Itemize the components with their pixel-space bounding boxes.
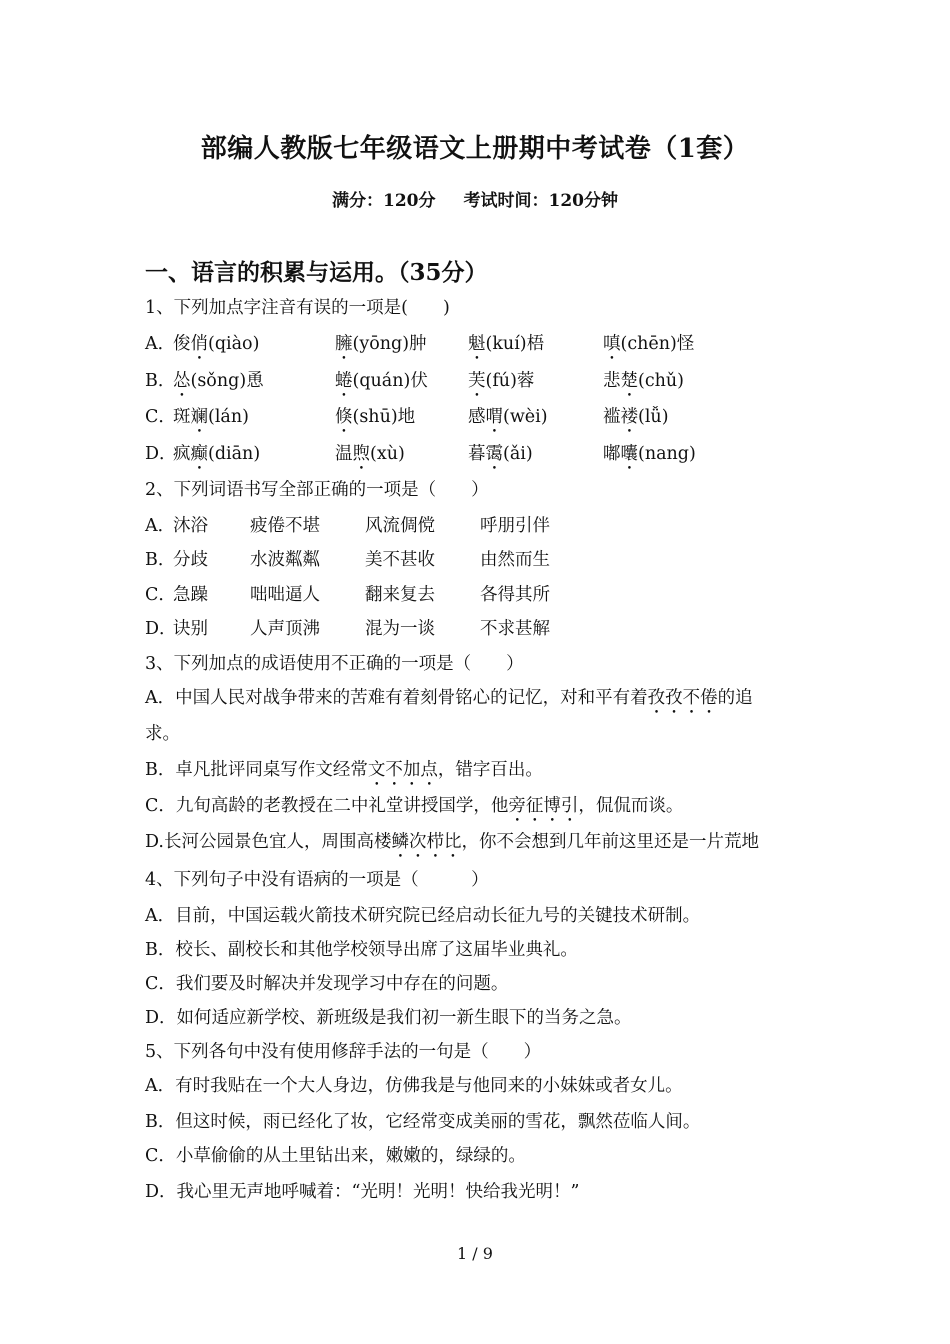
word-item: 咄咄逼人 — [250, 585, 320, 605]
question-2-stem: 2、下列词语书写全部正确的一项是（ ） — [145, 480, 489, 500]
word-item: 不求甚解 — [480, 619, 550, 639]
exam-time: 考试时间：120分钟 — [463, 191, 618, 211]
pinyin-word: 暮霭(ǎi) — [468, 444, 533, 464]
dotted-character: 囔 — [620, 444, 638, 464]
dotted-character: 倏 — [335, 407, 353, 427]
option-label: B． — [145, 371, 176, 391]
question-5-option: C．小草偷偷的从土里钻出来，嫩嫩的，绿绿的。 — [145, 1146, 526, 1166]
question-1-option — [145, 403, 845, 431]
dotted-idiom: 旁征博引 — [508, 796, 579, 816]
word-item: 人声顶沸 — [250, 619, 320, 639]
question-5-stem: 5、下列各句中没有使用修辞手法的一句是（ ） — [145, 1042, 542, 1062]
pinyin-word: 俊俏(qiào) — [173, 334, 260, 354]
dotted-character: 褛 — [620, 407, 638, 427]
full-score: 满分：120分 — [332, 191, 436, 211]
section-heading: 一、语言的积累与运用。（35分） — [145, 259, 488, 286]
dotted-character: 蜷 — [335, 371, 353, 391]
word-item: 风流倜傥 — [365, 516, 435, 536]
question-3-option-a: A．中国人民对战争带来的苦难有着刻骨铭心的记忆，对和平有着孜孜不倦的追 — [145, 688, 753, 708]
word-item: 由然而生 — [480, 550, 550, 570]
question-1-option — [145, 367, 845, 395]
word-item: 混为一谈 — [365, 619, 435, 639]
dotted-idiom: 鳞次栉比 — [391, 832, 462, 852]
question-3-option-a-cont: 求。 — [145, 724, 180, 744]
option-label: A． — [145, 334, 176, 354]
question-3-option-d: D.长河公园景色宜人，周围高楼鳞次栉比，你不会想到几年前这里还是一片荒地 — [145, 832, 759, 852]
question-4-stem: 4、下列句子中没有语病的一项是（ ） — [145, 870, 489, 890]
question-1-option — [145, 330, 845, 358]
word-item: 各得其所 — [480, 585, 550, 605]
question-1-stem: 1、下列加点字注音有误的一项是( ) — [145, 298, 450, 318]
word-item: 急躁 — [173, 585, 208, 605]
question-2-option — [145, 581, 845, 609]
exam-info — [0, 186, 950, 211]
pinyin-word: 悲楚(chǔ) — [603, 371, 684, 391]
dotted-character: 楚 — [620, 371, 638, 391]
dotted-character: 癫 — [190, 444, 208, 464]
pinyin-word: 臃(yōng)肿 — [335, 334, 427, 354]
question-5-option: D．我心里无声地呼喊着：“光明！光明！快给我光明！” — [145, 1182, 580, 1202]
option-label: C． — [145, 585, 176, 605]
question-4-option: B．校长、副校长和其他学校领导出席了这届毕业典礼。 — [145, 940, 578, 960]
pinyin-word: 芙(fú)蓉 — [468, 371, 535, 391]
option-label: C． — [145, 407, 176, 427]
word-item: 翻来复去 — [365, 585, 435, 605]
dotted-character: 臃 — [335, 334, 353, 354]
page-title: 部编人教版七年级语文上册期中考试卷（1套） — [200, 134, 750, 164]
question-2-option — [145, 512, 845, 540]
question-4-option: A．目前，中国运载火箭技术研究院已经启动长征九号的关键技术研制。 — [145, 906, 701, 926]
page-number: 1 / 9 — [457, 1244, 493, 1263]
dotted-character: 斓 — [190, 407, 208, 427]
dotted-character: 魁 — [468, 334, 486, 354]
pinyin-word: 倏(shū)地 — [335, 407, 416, 427]
dotted-character: 霭 — [485, 444, 503, 464]
option-label: D． — [145, 619, 177, 639]
word-item: 分歧 — [173, 550, 208, 570]
option-label: D． — [145, 444, 177, 464]
dotted-character: 俏 — [190, 334, 208, 354]
pinyin-word: 斑斓(lán) — [173, 407, 249, 427]
dotted-idiom: 文不加点 — [367, 760, 438, 780]
pinyin-word: 疯癫(diān) — [173, 444, 261, 464]
question-3-option-c: C．九旬高龄的老教授在二中礼堂讲授国学，他旁征博引，侃侃而谈。 — [145, 796, 684, 816]
question-2-option — [145, 615, 845, 643]
question-3-stem: 3、下列加点的成语使用不正确的一项是（ ） — [145, 654, 524, 674]
pinyin-word: 蜷(quán)伏 — [335, 371, 428, 391]
pinyin-word: 魁(kuí)梧 — [468, 334, 545, 354]
question-5-option: B．但这时候，雨已经化了妆，它经常变成美丽的雪花，飘然莅临人间。 — [145, 1112, 701, 1132]
pinyin-word: 怂(sǒng)恿 — [173, 371, 264, 391]
dotted-character: 嗔 — [603, 334, 621, 354]
question-4-option: C．我们要及时解决并发现学习中存在的问题。 — [145, 974, 509, 994]
question-4-option: D．如何适应新学校、新班级是我们初一新生眼下的当务之急。 — [145, 1008, 632, 1028]
dotted-character: 芙 — [468, 371, 486, 391]
dotted-idiom: 孜孜不倦 — [647, 688, 718, 708]
word-item: 疲倦不堪 — [250, 516, 320, 536]
pinyin-word: 嗔(chēn)怪 — [603, 334, 695, 354]
question-2-option — [145, 546, 845, 574]
dotted-character: 喟 — [485, 407, 503, 427]
question-1-option — [145, 440, 845, 468]
option-label: B． — [145, 550, 176, 570]
dotted-character: 煦 — [352, 444, 370, 464]
question-3-option-b: B．卓凡批评同桌写作文经常文不加点，错字百出。 — [145, 760, 543, 780]
word-item: 呼朋引伴 — [480, 516, 550, 536]
pinyin-word: 温煦(xù) — [335, 444, 405, 464]
pinyin-word: 感喟(wèi) — [468, 407, 548, 427]
pinyin-word: 嘟囔(nang) — [603, 444, 696, 464]
option-label: A． — [145, 516, 176, 536]
word-item: 沐浴 — [173, 516, 208, 536]
word-item: 水波粼粼 — [250, 550, 320, 570]
word-item: 美不甚收 — [365, 550, 435, 570]
dotted-character: 怂 — [173, 371, 191, 391]
pinyin-word: 褴褛(lǚ) — [603, 407, 669, 427]
word-item: 诀别 — [173, 619, 208, 639]
question-5-option: A．有时我贴在一个大人身边，仿佛我是与他同来的小妹妹或者女儿。 — [145, 1076, 683, 1096]
